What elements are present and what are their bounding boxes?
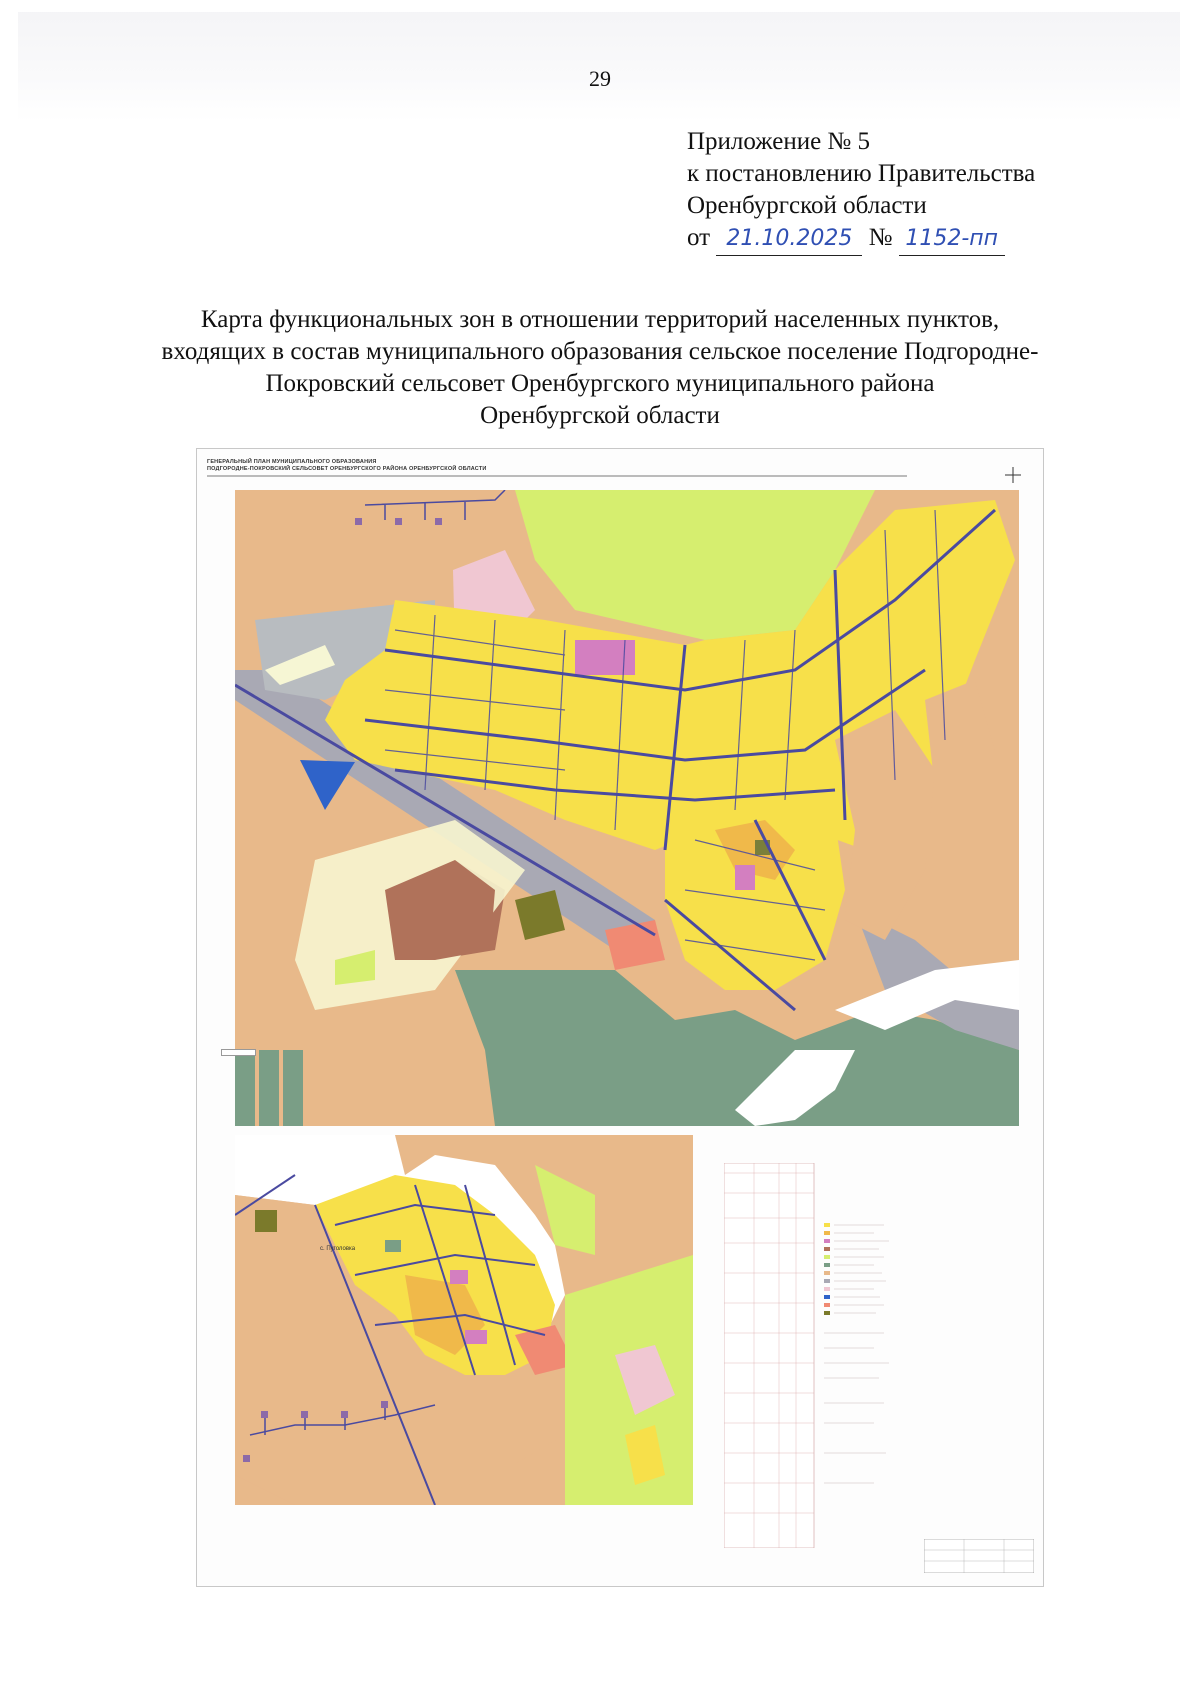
inset-label: [221, 1049, 256, 1056]
map-sheet-caption-line: [207, 475, 907, 477]
secondary-settlement-map: [235, 1135, 693, 1505]
map-legend: [724, 1163, 904, 1548]
number-field: [899, 222, 1005, 256]
north-arrow-icon: [1005, 467, 1021, 483]
appendix-block: [687, 126, 1035, 256]
number-value: 1152-пп: [905, 226, 999, 251]
appendix-date-line: [687, 222, 1035, 256]
title-line-3: Покровский сельсовет Оренбургского муниципального района: [265, 370, 935, 397]
page-number: 29: [589, 66, 611, 91]
appendix-region-line: Оренбургской области: [687, 192, 927, 219]
appendix-title: Приложение № 5: [687, 128, 871, 155]
map-sheet-subtitle: ПОДГОРОДНЕ-ПОКРОВСКИЙ СЕЛЬСОВЕТ ОРЕНБУРГСКОГО РАЙОНА ОРЕНБУРГСКОЙ ОБЛАСТИ: [207, 466, 487, 472]
title-line-1: Карта функциональных зон в отношении территорий населенных пунктов,: [200, 306, 1000, 333]
map-sheet-title: ГЕНЕРАЛЬНЫЙ ПЛАН МУНИЦИПАЛЬНОГО ОБРАЗОВАНИЯ: [207, 459, 377, 465]
document-title: [80, 304, 1120, 432]
village-label: с. Пуголовка: [320, 1246, 356, 1252]
appendix-decree-line: к постановлению Правительства: [687, 160, 1036, 187]
date-prefix: от: [687, 224, 711, 251]
number-prefix: №: [868, 224, 893, 251]
title-line-2: входящих в состав муниципального образования сельское поселение Подгородне-: [161, 338, 1039, 365]
zoning-map-sheet: [196, 448, 1044, 1587]
title-line-4: Оренбургской области: [480, 402, 720, 429]
date-value: 21.10.2025: [726, 226, 853, 251]
main-settlement-map: [235, 490, 1019, 1126]
date-field: [716, 222, 862, 256]
drawing-stamp-table: [924, 1539, 1034, 1573]
